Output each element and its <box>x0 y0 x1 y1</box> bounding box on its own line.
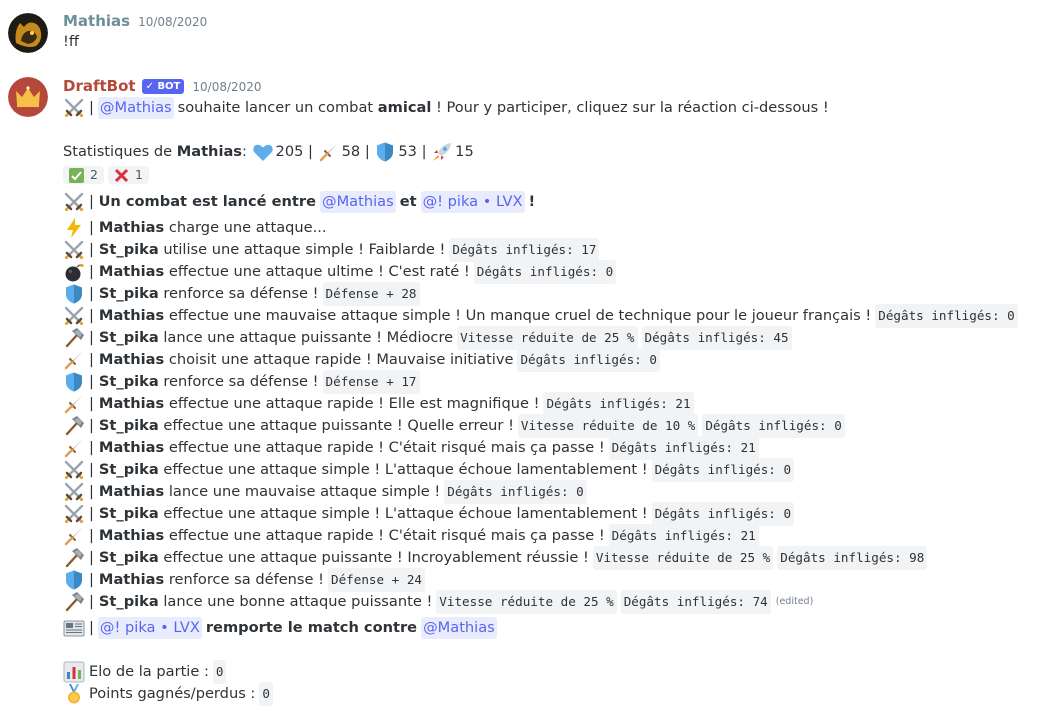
rocket-icon <box>431 141 453 163</box>
dagger-icon <box>318 141 340 163</box>
timestamp: 10/08/2020 <box>192 80 262 94</box>
separator: | <box>89 99 94 116</box>
result-code: Dégâts infligés: 21 <box>543 392 693 416</box>
separator: | <box>89 417 94 434</box>
intro-bold: amical <box>377 99 432 116</box>
combat-log-row <box>63 569 425 591</box>
combat-log-row <box>63 547 927 569</box>
stat-attack: 58 | <box>341 143 370 160</box>
combat-log-row <box>63 591 813 613</box>
combat-log-row <box>63 415 845 437</box>
intro-line <box>63 97 829 119</box>
username[interactable]: DraftBot <box>63 77 136 95</box>
action-text: lance une bonne attaque puissante ! <box>163 593 433 610</box>
combat-log-row <box>63 525 759 547</box>
result-code: Dégâts infligés: 45 <box>642 326 792 350</box>
player-name: Mathias <box>98 571 165 588</box>
action-text: lance une attaque puissante ! Médiocre <box>163 329 454 346</box>
player-name: Mathias <box>98 219 165 236</box>
combat-start-line <box>63 191 535 213</box>
crossed-swords-icon <box>63 481 85 503</box>
dagger-icon <box>63 393 85 415</box>
combat-log-row <box>63 349 660 371</box>
crossed-swords-icon <box>63 305 85 327</box>
player-name: Mathias <box>98 351 165 368</box>
shield-icon <box>63 371 85 393</box>
stats-line <box>63 141 474 163</box>
action-text: effectue une attaque rapide ! C'était risqué mais ça passe ! <box>168 527 605 544</box>
shield-icon <box>63 283 85 305</box>
action-text: effectue une attaque simple ! L'attaque échoue lamentablement ! <box>163 461 648 478</box>
timestamp: 10/08/2020 <box>138 15 208 29</box>
dagger-icon <box>63 349 85 371</box>
stat-speed: 15 <box>455 143 474 160</box>
separator: | <box>89 527 94 544</box>
combat-log-row <box>63 393 694 415</box>
crossed-swords-icon <box>63 459 85 481</box>
separator: | <box>89 219 94 236</box>
points-value: 0 <box>259 682 273 706</box>
separator: | <box>89 241 94 258</box>
separator: | <box>89 593 94 610</box>
elo-label: Elo de la partie : <box>89 663 209 680</box>
result-code: Dégâts infligés: 0 <box>474 260 616 284</box>
action-text: utilise une attaque simple ! Faiblarde ! <box>163 241 446 258</box>
cross-mark-icon <box>114 168 129 183</box>
elo-value: 0 <box>213 660 227 684</box>
elo-line <box>63 661 226 683</box>
action-text: effectue une attaque simple ! L'attaque échoue lamentablement ! <box>163 505 648 522</box>
crossed-swords-icon <box>63 97 85 119</box>
result-code: Dégâts infligés: 98 <box>777 546 927 570</box>
result-code: Vitesse réduite de 10 % <box>518 414 698 438</box>
result-code: Dégâts infligés: 0 <box>652 502 794 526</box>
result-code: Dégâts infligés: 0 <box>875 304 1017 328</box>
hammer-icon <box>63 591 85 613</box>
combat-log-row <box>63 503 794 525</box>
stat-defense: 53 | <box>398 143 427 160</box>
action-text: effectue une attaque puissante ! Incroyablement réussie ! <box>163 549 589 566</box>
combat-log-row <box>63 459 794 481</box>
combat-log-row <box>63 305 1018 327</box>
mention-pika[interactable]: @! pika • LVX <box>421 191 525 213</box>
avatar[interactable] <box>8 77 48 117</box>
crossed-swords-icon <box>63 503 85 525</box>
separator: | <box>89 351 94 368</box>
action-text: effectue une attaque puissante ! Quelle erreur ! <box>163 417 514 434</box>
combat-start-and: et <box>399 193 417 210</box>
mention-mathias[interactable]: @Mathias <box>421 617 497 639</box>
player-name: Mathias <box>98 483 165 500</box>
hammer-icon <box>63 327 85 349</box>
action-text: effectue une attaque rapide ! Elle est magnifique ! <box>168 395 540 412</box>
message-header <box>63 77 262 96</box>
separator: | <box>89 619 94 636</box>
player-name: St_pika <box>98 549 159 566</box>
result-code: Dégâts infligés: 74 <box>621 590 771 614</box>
stats-name: Mathias <box>176 143 242 160</box>
check-mark-icon <box>69 168 84 183</box>
result-code: Dégâts infligés: 0 <box>517 348 659 372</box>
player-name: St_pika <box>98 505 159 522</box>
heart-icon <box>252 141 274 163</box>
intro-text-end: ! Pour y participer, cliquez sur la réaction ci-dessous ! <box>435 99 829 116</box>
player-name: Mathias <box>98 439 165 456</box>
avatar-crown-icon <box>8 77 48 117</box>
separator: | <box>89 193 94 210</box>
result-code: Vitesse réduite de 25 % <box>593 546 773 570</box>
action-text: effectue une attaque rapide ! C'était risqué mais ça passe ! <box>168 439 605 456</box>
avatar[interactable] <box>8 13 48 53</box>
separator: | <box>89 483 94 500</box>
intro-text: souhaite lancer un combat <box>177 99 374 116</box>
lightning-icon <box>63 217 85 239</box>
result-line <box>63 617 501 639</box>
hammer-icon <box>63 415 85 437</box>
combat-log-row <box>63 217 327 239</box>
message-text <box>63 31 79 53</box>
separator: | <box>89 461 94 478</box>
hammer-icon <box>63 547 85 569</box>
reactions <box>63 164 153 186</box>
player-name: Mathias <box>98 307 165 324</box>
reaction-count: 1 <box>134 167 143 182</box>
reaction-cross[interactable] <box>108 166 149 184</box>
dagger-icon <box>63 525 85 547</box>
action-text: charge une attaque... <box>168 219 327 236</box>
separator: | <box>89 329 94 346</box>
action-text: choisit une attaque rapide ! Mauvaise initiative <box>168 351 514 368</box>
combat-log-row <box>63 371 420 393</box>
username[interactable]: Mathias <box>63 12 131 30</box>
result-code: Défense + 28 <box>323 282 420 306</box>
separator: | <box>89 439 94 456</box>
player-name: St_pika <box>98 329 159 346</box>
points-line <box>63 683 273 705</box>
combat-log-row <box>63 261 616 283</box>
player-name: Mathias <box>98 527 165 544</box>
message-header <box>63 12 207 30</box>
newspaper-icon <box>63 617 85 639</box>
combat-start-end: ! <box>528 193 536 210</box>
result-code: Vitesse réduite de 25 % <box>457 326 637 350</box>
bot-tag: ✓ BOT <box>142 79 185 94</box>
player-name: Mathias <box>98 263 165 280</box>
separator: | <box>89 307 94 324</box>
result-code: Dégâts infligés: 0 <box>444 480 586 504</box>
result-code: Dégâts infligés: 17 <box>449 238 599 262</box>
player-name: St_pika <box>98 417 159 434</box>
separator: | <box>89 263 94 280</box>
player-name: Mathias <box>98 395 165 412</box>
result-text: remporte le match contre <box>205 619 418 636</box>
separator: | <box>89 571 94 588</box>
separator: | <box>89 395 94 412</box>
crossed-swords-icon <box>63 239 85 261</box>
stats-label: Statistiques de <box>63 143 173 160</box>
combat-log-row <box>63 239 599 261</box>
action-text: effectue une attaque ultime ! C'est raté ! <box>168 263 470 280</box>
player-name: St_pika <box>98 241 159 258</box>
separator: | <box>89 373 94 390</box>
mention-mathias[interactable]: @Mathias <box>98 97 174 119</box>
result-code: Dégâts infligés: 0 <box>652 458 794 482</box>
action-text: renforce sa défense ! <box>163 373 319 390</box>
avatar-wolf-icon <box>8 13 48 53</box>
player-name: St_pika <box>98 461 159 478</box>
action-text: renforce sa défense ! <box>163 285 319 302</box>
medal-icon <box>63 683 85 705</box>
action-text: renforce sa défense ! <box>168 571 325 588</box>
result-code: Défense + 24 <box>328 568 425 592</box>
result-code: Dégâts infligés: 21 <box>609 524 759 548</box>
dagger-icon <box>63 437 85 459</box>
reaction-check[interactable] <box>63 166 104 184</box>
points-label: Points gagnés/perdus : <box>89 685 256 702</box>
combat-log-row <box>63 481 587 503</box>
player-name: St_pika <box>98 593 159 610</box>
result-code: Défense + 17 <box>323 370 420 394</box>
shield-icon <box>63 569 85 591</box>
action-text: lance une mauvaise attaque simple ! <box>168 483 441 500</box>
separator: | <box>89 285 94 302</box>
player-name: St_pika <box>98 285 159 302</box>
separator: | <box>89 505 94 522</box>
player-name: St_pika <box>98 373 159 390</box>
combat-log-row <box>63 327 792 349</box>
result-code: Vitesse réduite de 25 % <box>436 590 616 614</box>
stats-colon: : <box>241 143 247 160</box>
combat-log-row <box>63 283 420 305</box>
shield-icon <box>374 141 396 163</box>
action-text: effectue une mauvaise attaque simple ! Un manque cruel de technique pour le joueur français ! <box>168 307 872 324</box>
result-code: Dégâts infligés: 0 <box>702 414 844 438</box>
stat-hp: 205 | <box>275 143 313 160</box>
edited-label: (edited) <box>775 596 814 607</box>
combat-start-text: Un combat est lancé entre <box>98 193 316 210</box>
separator: | <box>89 549 94 566</box>
bar-chart-icon <box>63 661 85 683</box>
crossed-swords-icon <box>63 191 85 213</box>
result-code: Dégâts infligés: 21 <box>609 436 759 460</box>
mention-mathias[interactable]: @Mathias <box>320 191 396 213</box>
reaction-count: 2 <box>90 167 98 182</box>
combat-log-row <box>63 437 759 459</box>
message-content: !ff <box>63 33 79 50</box>
bomb-icon <box>63 261 85 283</box>
mention-pika[interactable]: @! pika • LVX <box>98 617 202 639</box>
